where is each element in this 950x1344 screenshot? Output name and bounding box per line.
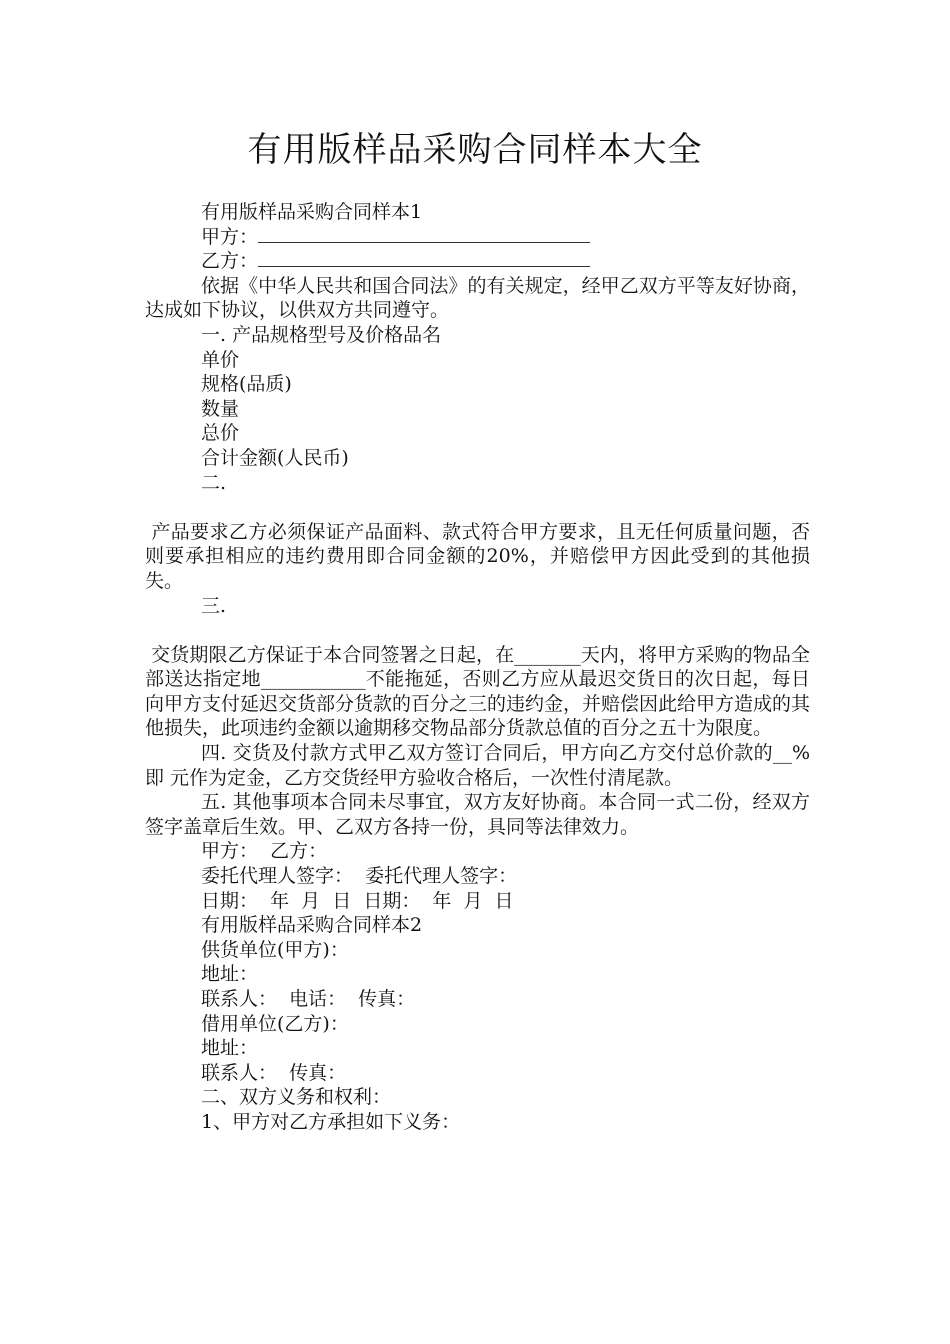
sign-parties-line: 甲方： 乙方： bbox=[201, 840, 328, 863]
supplier-address-line: 地址： bbox=[201, 963, 259, 986]
section1-title: 一. 产品规格型号及价格品名 bbox=[201, 323, 442, 346]
sample1-heading: 有用版样品采购合同样本1 bbox=[201, 201, 423, 223]
document-body bbox=[145, 200, 810, 1135]
borrower-line: 借用单位(乙方)： bbox=[201, 1012, 349, 1035]
sample2-clause1: 1、甲方对乙方承担如下义务： bbox=[201, 1110, 461, 1133]
sample2-heading: 有用版样品采购合同样本2 bbox=[201, 914, 423, 937]
sign-agents-line: 委托代理人签字： 委托代理人签字： bbox=[201, 865, 518, 888]
spacer bbox=[145, 618, 810, 643]
section5-paragraph: 五. 其他事项本合同未尽事宜，双方友好协商。本合同一式二份，经双方签字盖章后生效。甲、乙双方各持一份，具同等法律效力。 bbox=[145, 791, 810, 838]
section3-paragraph: 交货期限乙方保证于本合同签署之日起，在_______天内，将甲方采购的物品全部送达指定地___________不能拖延，否则乙方应从最迟交货日的次日起，每日向甲方支付延迟交货部分货款的百分之三的违约金，并赔偿因此给甲方造成的其他损失，此项违约金额以逾期移交物品部分货款总值的百分之五十为限度。 bbox=[145, 643, 811, 740]
section1-item-spec: 规格(品质) bbox=[201, 373, 292, 396]
document-title: 有用版样品采购合同样本大全 bbox=[247, 130, 703, 170]
section1-item-quantity: 数量 bbox=[201, 397, 240, 420]
section1-item-sum: 合计金额(人民币) bbox=[201, 446, 349, 469]
party-a-line bbox=[145, 225, 810, 250]
supplier-line: 供货单位(甲方)： bbox=[201, 938, 349, 961]
party-a-blank bbox=[258, 226, 590, 243]
party-b-blank bbox=[258, 250, 590, 267]
spacer bbox=[145, 495, 810, 520]
section2-paragraph: 产品要求乙方必须保证产品面料、款式符合甲方要求，且无任何质量问题，否则要承担相应的违约费用即合同金额的20%，并赔偿甲方因此受到的其他损失。 bbox=[145, 520, 810, 592]
section1-item-unit-price: 单价 bbox=[201, 348, 240, 371]
party-b-line bbox=[145, 249, 810, 274]
intro-paragraph: 依据《中华人民共和国合同法》的有关规定，经甲乙双方平等友好协商，达成如下协议，以供双方共同遵守。 bbox=[145, 274, 810, 322]
sign-dates-line: 日期： 年 月 日 日期： 年 月 日 bbox=[201, 889, 514, 912]
section4-paragraph: 四. 交货及付款方式甲乙双方签订合同后，甲方向乙方交付总价款的__%即 元作为定金，乙方交货经甲方验收合格后，一次性付清尾款。 bbox=[145, 742, 810, 789]
party-a-label: 甲方： bbox=[201, 225, 259, 248]
borrower-contacts-line: 联系人： 传真： bbox=[201, 1061, 347, 1084]
party-b-label: 乙方： bbox=[201, 250, 259, 273]
section3-marker: 三. bbox=[201, 594, 227, 617]
sample2-section2-title: 二、双方义务和权利： bbox=[201, 1086, 392, 1109]
section1-item-total-price: 总价 bbox=[201, 422, 240, 445]
supplier-contacts-line: 联系人： 电话： 传真： bbox=[201, 988, 416, 1010]
borrower-address-line: 地址： bbox=[201, 1037, 259, 1060]
section2-marker: 二. bbox=[201, 471, 227, 494]
